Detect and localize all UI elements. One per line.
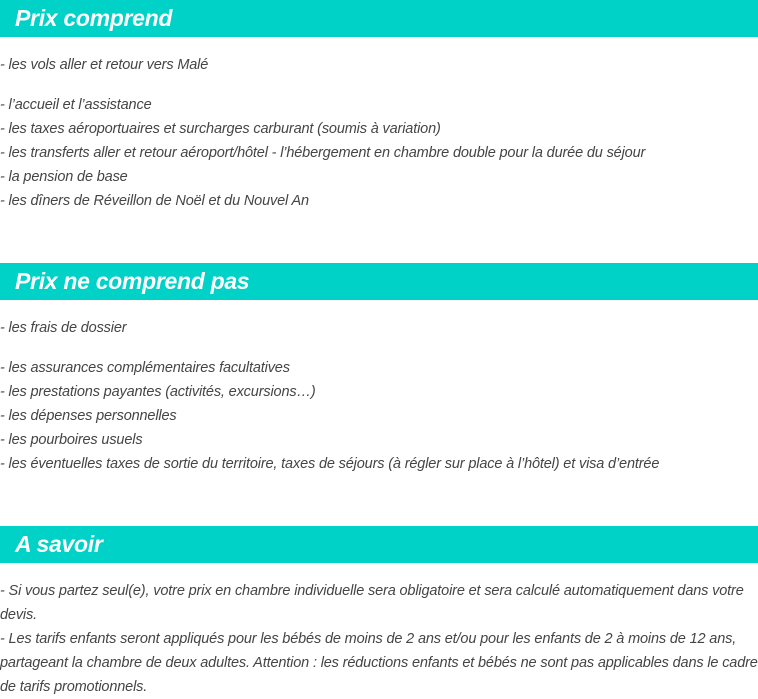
list-item: - les taxes aéroportuaires et surcharges carburant (soumis à variation) xyxy=(0,121,441,137)
info-paragraph: - Les tarifs enfants seront appliqués pour les bébés de moins de 2 ans et/ou pour les enfants de 2 à moins de 12 ans, partageant la chambre de deux adultes. Attention : les réductions enfants et bébés ne sont pas applicables dans le cadre de tarifs promotionnels. xyxy=(0,631,758,695)
section-title: Prix comprend xyxy=(15,5,173,31)
list-item: - les dépenses personnelles xyxy=(0,408,177,424)
section-title: A savoir xyxy=(15,531,103,557)
list-item: - les vols aller et retour vers Malé xyxy=(0,57,209,73)
section-header xyxy=(0,526,758,563)
list-item: - les assurances complémentaires facultatives xyxy=(0,360,290,376)
list-item: - les dîners de Réveillon de Noël et du Nouvel An xyxy=(0,193,309,209)
section-price-excludes xyxy=(0,263,758,476)
list-item: - les prestations payantes (activités, excursions…) xyxy=(0,384,316,400)
list-item: - les éventuelles taxes de sortie du territoire, taxes de séjours (à régler sur place à l’hôtel) et visa d’entrée xyxy=(0,456,660,472)
section-header xyxy=(0,0,758,37)
section-header xyxy=(0,263,758,300)
list-item: - l’accueil et l’assistance xyxy=(0,97,152,113)
section-body xyxy=(0,53,758,213)
list-item: - les frais de dossier xyxy=(0,320,127,336)
section-body xyxy=(0,579,758,699)
list-item: - la pension de base xyxy=(0,169,128,185)
list-item: - les transferts aller et retour aéroport/hôtel - l’hébergement en chambre double pour la durée du séjour xyxy=(0,145,646,161)
section-title: Prix ne comprend pas xyxy=(15,268,250,294)
info-paragraph: - Si vous partez seul(e), votre prix en chambre individuelle sera obligatoire et sera calculé automatiquement dans votre devis. xyxy=(0,583,744,623)
section-price-includes xyxy=(0,0,758,213)
section-good-to-know xyxy=(0,526,758,699)
list-item: - les pourboires usuels xyxy=(0,432,143,448)
section-body xyxy=(0,316,758,476)
